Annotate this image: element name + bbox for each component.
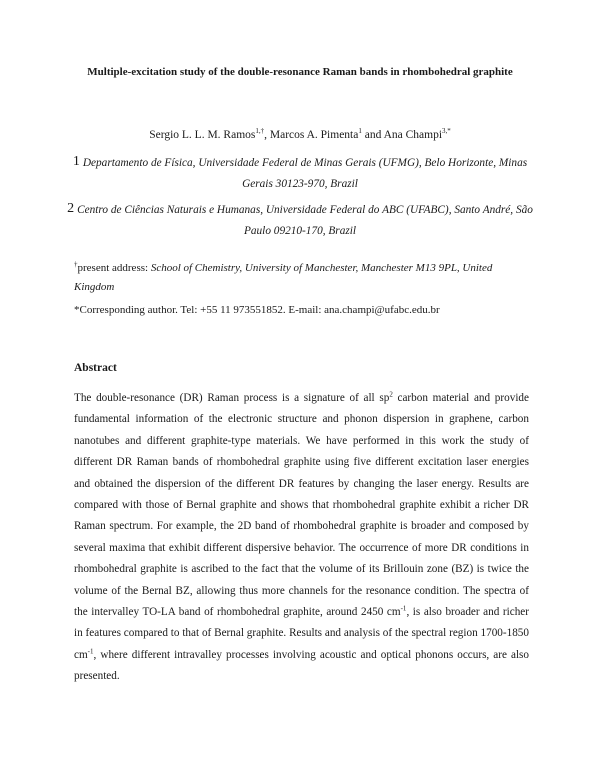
- abstract-heading: Abstract: [74, 362, 117, 374]
- abstract-text: , where different intravalley processes involving acoustic and optical phonons occurs, are also presented.: [74, 648, 529, 683]
- dagger-mark: †: [74, 260, 78, 269]
- author-superscript: 3,*: [442, 127, 451, 136]
- abstract-paragraph: [74, 388, 529, 688]
- present-address-text: School of Chemistry, University of Manchester, Manchester M13 9PL, United Kingdom: [74, 262, 493, 293]
- abstract-text: carbon material and provide fundamental information of the electronic structure and phonon dispersion in graphene, carbon nanotubes and different graphite-type materials. We have performed in this work the study of different DR Raman bands of rhombohedral graphite using five different excitation laser energies and obtained the dispersion of the different DR features by changing the laser energy. Results are compared with those of Bernal graphite and shows that rhombohedral graphite exhibit a richer DR Raman spectrum. For example, the 2D band of rhombohedral graphite is broader and composed by several maxima that exhibit different dispersive behavior. The occurrence of more DR conditions in rhombohedral graphite is ascribed to the fact that the volume of its Brillouin zone (BZ) is twice the volume of the Bernal BZ, allowing thus more channels for the resonance condition. The spectra of the intervalley TO-LA band of rhombohedral graphite, around 2450 cm: [74, 392, 529, 619]
- abstract-superscript: -1: [87, 647, 94, 656]
- present-address-label: present address:: [77, 262, 151, 274]
- abstract-body: [74, 388, 529, 688]
- abstract-superscript: 2: [389, 390, 393, 399]
- affiliation-number: 2: [67, 201, 75, 216]
- affiliation-text: Departamento de Física, Universidade Federal de Minas Gerais (UFMG), Belo Horizonte, Minas Gerais 30123-970, Brazil: [82, 157, 528, 190]
- author-name: and Ana Champi: [361, 129, 443, 141]
- affiliation-1: [60, 151, 540, 195]
- present-address-note: [74, 259, 534, 297]
- author-superscript: 1: [358, 127, 362, 136]
- author-superscript: 1,†: [255, 127, 265, 136]
- paper-title: Multiple-excitation study of the double-resonance Raman bands in rhombohedral graphite: [87, 66, 513, 78]
- affiliation-text: Centro de Ciências Naturais e Humanas, Universidade Federal do ABC (UFABC), Santo André, São Paulo 09210-170, Brazil: [77, 204, 533, 237]
- author-name: , Marcos A. Pimenta: [264, 129, 359, 141]
- abstract-text: , is also broader and richer in features compared to that of Bernal graphite. Results and analysis of the spectral region 1700-1850 cm: [74, 606, 529, 661]
- author-name: Sergio L. L. M. Ramos: [149, 129, 256, 141]
- abstract-superscript: -1: [400, 604, 407, 613]
- corresponding-author-note: *Corresponding author. Tel: +55 11 973551852. E-mail: ana.champi@ufabc.edu.br: [74, 304, 440, 316]
- affiliation-2: [60, 198, 540, 242]
- author-list: [40, 129, 560, 141]
- abstract-text: The double-resonance (DR) Raman process is a signature of all sp: [74, 392, 390, 404]
- affiliation-number: 1: [72, 154, 80, 169]
